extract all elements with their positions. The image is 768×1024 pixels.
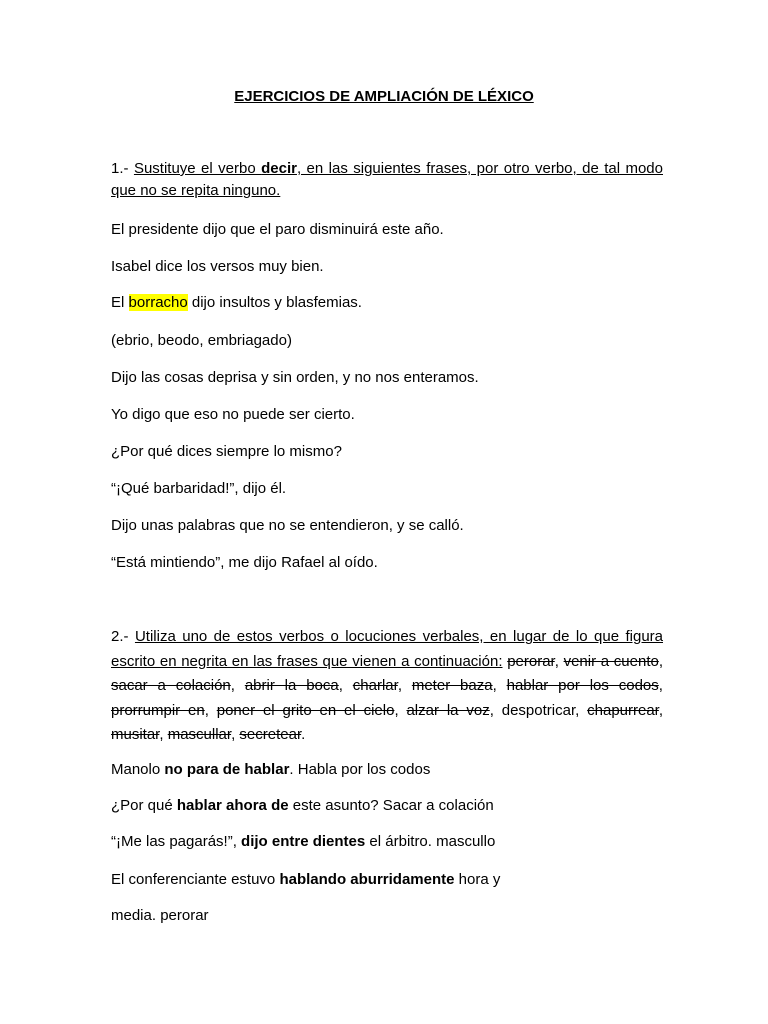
option: venir a cuento [563, 652, 659, 670]
separator: , [554, 652, 564, 670]
separator: , [338, 677, 353, 694]
option: perorar [507, 652, 555, 670]
option: mascullar [167, 726, 232, 743]
option: prorrumpir en [111, 701, 205, 719]
example-part: . Habla por los codos [289, 761, 431, 778]
option: musitar [111, 726, 160, 743]
separator: . [301, 726, 306, 743]
separator: , [658, 652, 663, 670]
instruction-part: , en las siguientes frases, por otro verbo, de tal modo que no se repita ninguno. [111, 160, 663, 199]
example-part: “¡Me las pagarás!”, [111, 833, 242, 850]
separator: , [492, 677, 507, 694]
option: hablar por los codos [506, 677, 659, 694]
example-bold: no para de hablar [164, 761, 290, 778]
separator: , [658, 677, 663, 694]
sentence-8: Dijo unas palabras que no se entendieron, y se calló. [111, 517, 464, 534]
synonyms-note: (ebrio, beodo, embriagado) [111, 332, 292, 349]
example-2 [111, 795, 494, 817]
option: chapurrear [587, 701, 659, 719]
exercise-1-instruction [111, 158, 663, 202]
option: abrir la boca [244, 677, 339, 694]
highlighted-word: borracho [128, 294, 188, 311]
example-part: Manolo [111, 761, 165, 778]
instruction-keyword: decir [261, 160, 297, 177]
example-4 [111, 869, 500, 891]
option: sacar a colación [111, 677, 231, 694]
option: meter baza [411, 677, 493, 694]
example-bold: hablando aburridamente [279, 871, 455, 888]
option: alzar la voz [406, 701, 490, 719]
separator: , [658, 701, 664, 719]
sentence-1: El presidente dijo que el paro disminuirá este año. [111, 221, 444, 238]
separator: , [231, 726, 240, 743]
option: despotricar [501, 701, 576, 719]
sentence-part: El [111, 294, 129, 311]
separator: , [159, 726, 168, 743]
sentence-4: Dijo las cosas deprisa y sin orden, y no nos enteramos. [111, 369, 479, 386]
exercise-1-number: 1.- [111, 160, 129, 177]
option: charlar [352, 677, 398, 694]
exercise-1-instruction-text [111, 160, 663, 199]
option: secretear [239, 726, 302, 743]
separator: , [397, 677, 412, 694]
example-bold: hablar ahora de [176, 797, 289, 814]
instruction-part: Sustituye el verbo [133, 160, 262, 177]
sentence-7: “¡Qué barbaridad!”, dijo él. [111, 480, 287, 497]
sentence-3 [111, 292, 362, 314]
example-bold: dijo entre dientes [241, 833, 366, 850]
example-4-continuation: media. perorar [111, 907, 209, 924]
separator: , [489, 701, 502, 719]
example-part: el árbitro. mascullo [365, 833, 496, 850]
example-part: ¿Por qué [111, 797, 177, 814]
separator: , [230, 677, 245, 694]
sentence-5: Yo digo que eso no puede ser cierto. [111, 406, 355, 423]
sentence-6: ¿Por qué dices siempre lo mismo? [111, 443, 342, 460]
option: poner el grito en el cielo [216, 701, 395, 719]
example-3 [111, 831, 495, 853]
exercise-2-instruction [111, 625, 663, 748]
separator: , [394, 701, 407, 719]
exercise-2-instruction-text: Utiliza uno de estos verbos o locuciones verbales, en lugar de lo que figura escrito en negrita en las frases que vienen a continuación: [111, 628, 663, 670]
sentence-9: “Está mintiendo”, me dijo Rafael al oído. [111, 554, 378, 571]
exercise-2-number: 2.- [111, 628, 129, 645]
separator: , [575, 701, 588, 719]
example-1 [111, 759, 430, 781]
example-part: hora y [454, 871, 501, 888]
sentence-2: Isabel dice los versos muy bien. [111, 258, 324, 275]
sentence-part: dijo insultos y blasfemias. [187, 294, 362, 311]
example-part: este asunto? Sacar a colación [288, 797, 494, 814]
separator: , [204, 701, 217, 719]
document-title: EJERCICIOS DE AMPLIACIÓN DE LÉXICO [234, 88, 534, 105]
example-part: El conferenciante estuvo [111, 871, 280, 888]
